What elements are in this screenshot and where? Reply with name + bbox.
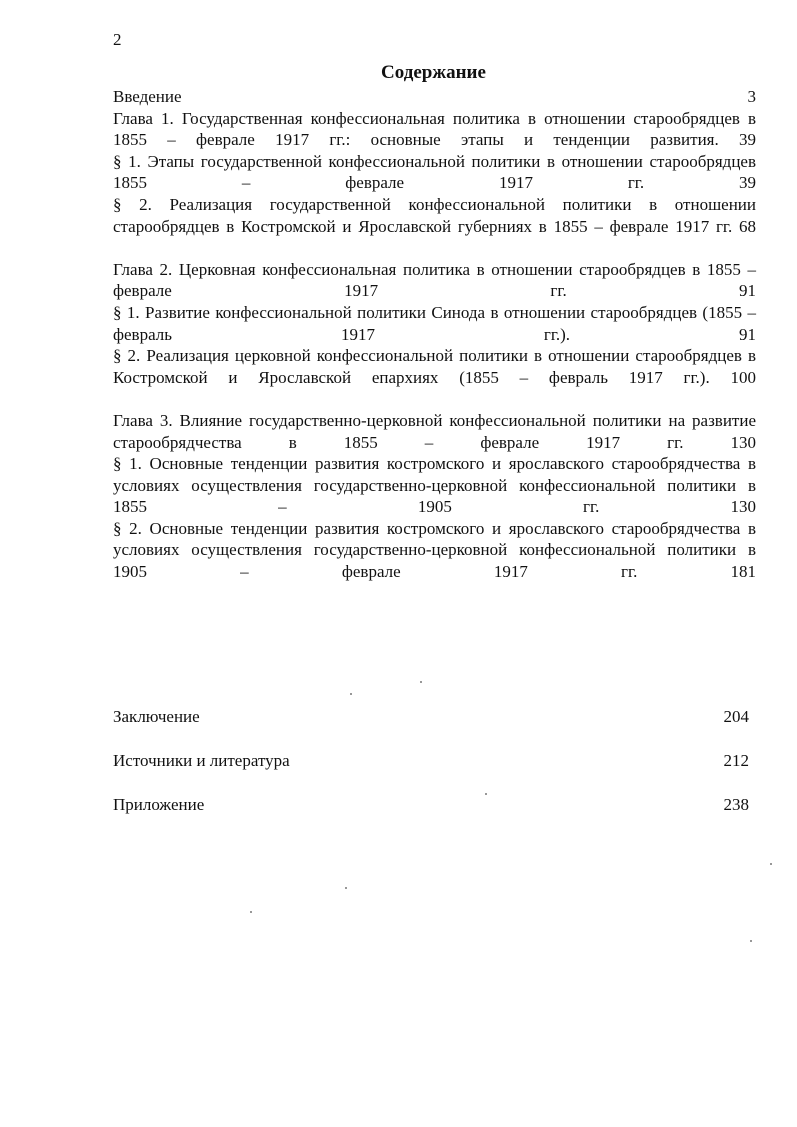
toc-entry-chapter-3: [113, 410, 756, 453]
toc-entry-text: § 1. Основные тенденции развития костромского и ярославского старообрядчества в условиях осуществления государственно-церковной конфессиональной политики в 1855 – 1905 гг.: [113, 454, 756, 517]
toc-entry-page: 181: [730, 562, 757, 582]
table-of-contents: [113, 86, 756, 583]
page-title: Содержание: [381, 62, 486, 83]
scan-speck: [485, 793, 487, 795]
scan-speck: [420, 681, 422, 683]
toc-entry-chapter-3-section-1: [113, 453, 756, 518]
block-spacer: [113, 237, 756, 259]
toc-entry-chapter-2: [113, 259, 756, 302]
toc-entry-page: 238: [723, 795, 749, 814]
toc-entry-text: § 1. Развитие конфессиональной политики Синода в отношении старообрядцев (1855 – февраль 1917 гг.).: [113, 302, 756, 344]
toc-entry-page: 39: [739, 173, 757, 193]
toc-entry-chapter-3-section-2: [113, 518, 756, 583]
toc-entry-text: § 1. Этапы государственной конфессиональной политики в отношении старообрядцев 1855 – феврале 1917 гг.: [113, 151, 756, 193]
toc-entry-page: 91: [739, 324, 756, 344]
scan-speck: [770, 863, 772, 865]
toc-entry-page: 39: [739, 130, 757, 150]
toc-entry-chapter-1-section-2: [113, 194, 756, 237]
toc-entry-sources: [113, 750, 749, 772]
toc-entry-text: § 2. Реализация государственной конфессиональной политики в отношении старообрядцев в Костромской и Ярославской губерниях в 1855 – феврале 1917 гг.: [113, 194, 756, 236]
toc-entry-text: § 2. Реализация церковной конфессиональной политики в отношении старообрядцев в Костромской и Ярославской епархиях (1855 – февраль 1917 гг.).: [113, 346, 756, 387]
toc-entry-text: Приложение: [113, 795, 205, 814]
page-number: 2: [113, 30, 122, 49]
toc-entry-chapter-1-section-1: [113, 151, 756, 194]
toc-entry-appendix: [113, 794, 749, 816]
toc-entry-page: 91: [739, 281, 757, 301]
toc-entry-page: 3: [747, 87, 756, 106]
toc-entry-chapter-2-section-2: [113, 345, 756, 388]
toc-entry-text: Глава 3. Влияние государственно-церковной конфессиональной политики на развитие старообрядчества в 1855 – феврале 1917 гг.: [113, 410, 756, 452]
scan-speck: [350, 693, 352, 695]
scan-speck: [345, 887, 347, 889]
toc-entry-text: Глава 2. Церковная конфессиональная политика в отношении старообрядцев в 1855 – феврале 1917 гг.: [113, 259, 756, 301]
toc-entry-introduction: [113, 86, 756, 108]
toc-entry-chapter-2-section-1: [113, 302, 756, 345]
toc-entry-text: Введение: [113, 87, 182, 106]
toc-entry-page: 204: [723, 707, 749, 726]
toc-entry-chapter-1: [113, 108, 756, 151]
toc-entry-text: Глава 1. Государственная конфессиональная политика в отношении старообрядцев в 1855 – феврале 1917 гг.: основные этапы и тенденции развития.: [113, 108, 756, 150]
scan-speck: [250, 911, 252, 913]
toc-entry-text: Заключение: [113, 707, 200, 726]
toc-entry-page: 130: [730, 497, 757, 517]
toc-entry-page: 212: [723, 751, 749, 770]
toc-entry-text: § 2. Основные тенденции развития костромского и ярославского старообрядчества в условиях осуществления государственно-церковной конфессиональной политики в 1905 – феврале 1917 гг.: [113, 518, 756, 582]
toc-entry-page: 68: [739, 216, 756, 236]
toc-entry-page: 100: [730, 367, 757, 387]
toc-entry-conclusion: [113, 706, 749, 728]
toc-entry-page: 130: [730, 432, 756, 452]
toc-entry-text: Источники и литература: [113, 751, 290, 770]
scan-speck: [750, 940, 752, 942]
block-spacer: [113, 388, 756, 410]
